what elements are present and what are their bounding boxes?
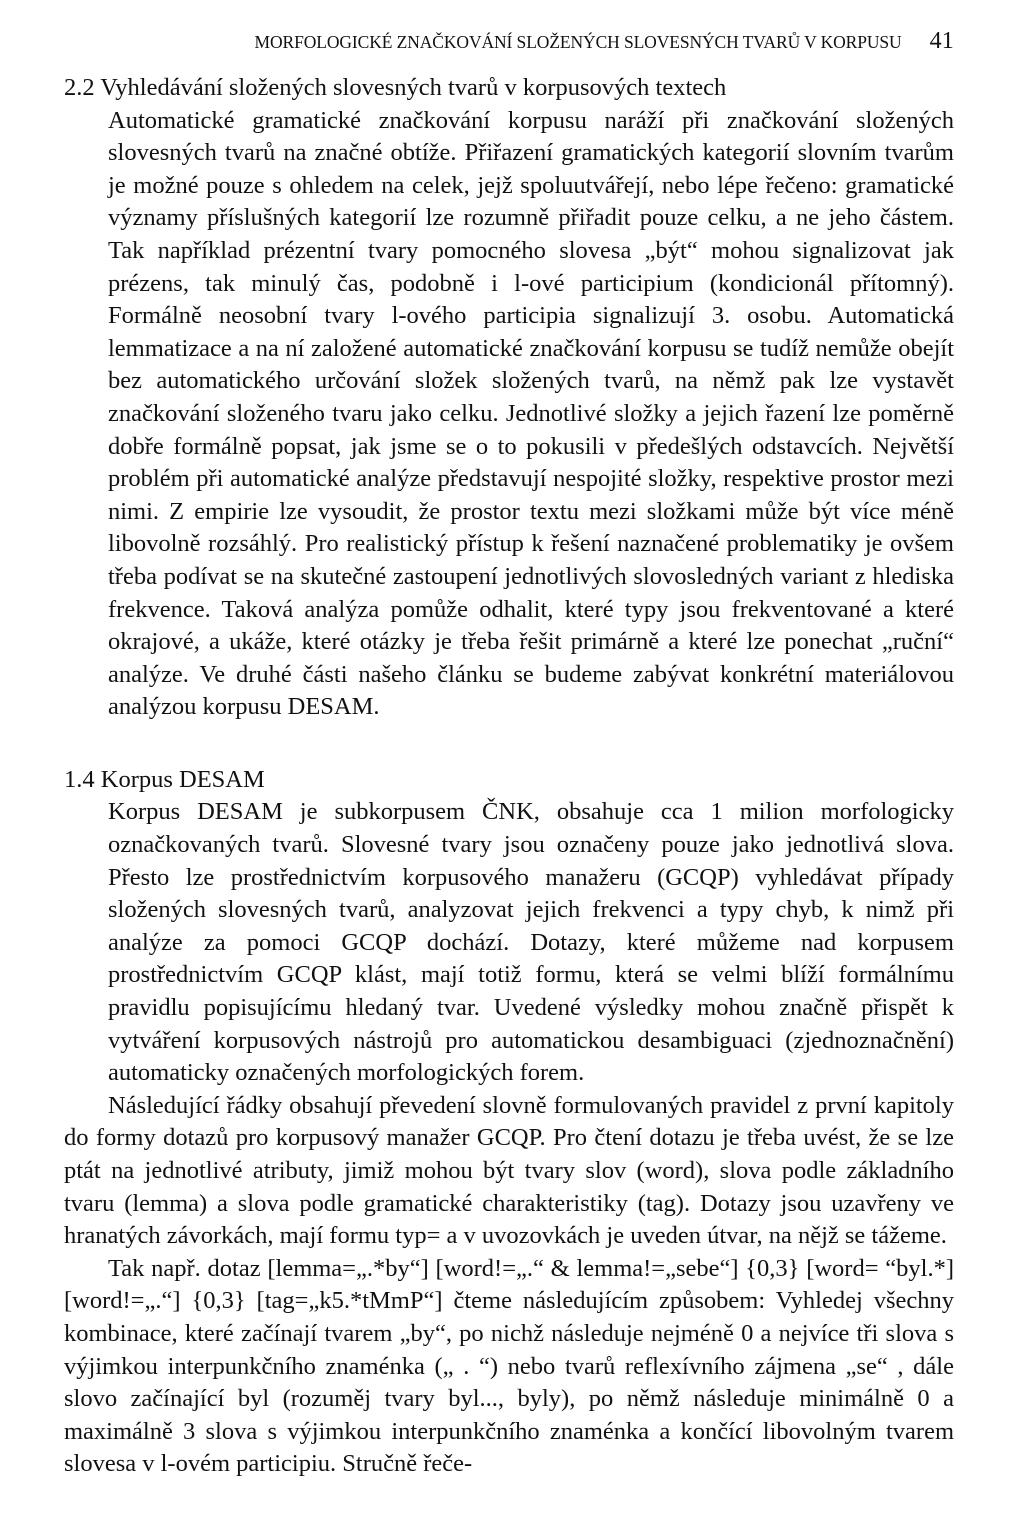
section-heading-1-4: 1.4 Korpus DESAM [64, 765, 265, 793]
section-heading-2-2: 2.2 Vyhledávání složených slovesných tvarů v korpusových textech [64, 74, 727, 101]
section-1-4-paragraph-3: Tak např. dotaz [lemma=„.*by“] [word!=„.“ & lemma!=„sebe“] {0,3} [word= “byl.*] [word!=„.“] {0,3} [tag=„k5.*tMmP“] čteme následujícím způsobem: Vyhledej všechny kombinace, které začínají tvarem „by“, po nichž následuje nejméně 0 a nejvíce tři slova s výjimkou interpunkčního znaménka („ . “) nebo tvarů reflexívního zájmena „se“ , dále slovo začínající byl (rozuměj tvary byl..., byly), po němž následuje minimálně 0 a maximálně 3 slova s výjimkou interpunkčního znaménka a končící libovolným tvarem slovesa v l-ovém participiu. Stručně řeče- [64, 1254, 954, 1478]
running-header-title: MORFOLOGICKÉ ZNAČKOVÁNÍ SLOŽENÝCH SLOVESNÝCH TVARŮ V KORPUSU [254, 32, 902, 52]
running-header [64, 28, 954, 64]
section-2-2-paragraph: Automatické gramatické značkování korpusu naráží při značkování složených slovesných tvarů na značné obtíže. Přiřazení gramatických kategorií slovním tvarům je možné pouze s ohledem na celek, jejž spoluutvářejí, nebo lépe řečeno: gramatické významy příslušných kategorií lze rozumně přiřadit pouze celku, a ne jeho částem. Tak například prézentní tvary pomocného slovesa „být“ mohou signalizovat jak prézens, tak minulý čas, podobně i l-ové participium (kondicionál přítomný). Formálně neosobní tvary l-ového participia signalizují 3. osobu. Automatická lemmatizace a na ní založené automatické značkování korpusu se tudíž nemůže obejít bez automatického určování složek složených tvarů, na němž pak lze vystavět značkování složeného tvaru jako celku. Jednotlivé složky a jejich řazení lze poměrně dobře formálně popsat, jak jsme se o to pokusili v předešlých odstavcích. Největší problém při automatické analýze představují nespojité složky, respektive prostor mezi nimi. Z empirie lze vysoudit, že prostor textu mezi složkami může být více méně libovolně rozsáhlý. Pro realistický přístup k řešení naznačené problematiky je ovšem třeba podívat se na skutečné zastoupení jednotlivých slovosledných variant z hlediska frekvence. Taková analýza pomůže odhalit, které typy jsou frekventované a které okrajové, a ukáže, které otázky je třeba řešit primárně a které lze ponechat „ruční“ analýze. Ve druhé části našeho článku se budeme zabývat konkrétní materiálovou analýzou korpusu DESAM. [108, 106, 954, 721]
section-1-4-paragraph-2: Následující řádky obsahují převedení slovně formulovaných pravidel z první kapitoly do formy dotazů pro korpusový manažer GCQP. Pro čtení dotazu je třeba uvést, že se lze ptát na jednotlivé atributy, jimiž mohou být tvary slov (word), slova podle základního tvaru (lemma) a slova podle gramatické charakteristiky (tag). Dotazy jsou uzavřeny ve hranatých závorkách, mají formu typ= a v uvozovkách je uveden útvar, na nějž se tážeme. [64, 1091, 954, 1250]
section-1-4-paragraph-1: Korpus DESAM je subkorpusem ČNK, obsahuje cca 1 milion morfologicky označkovaných tvarů. Slovesné tvary jsou označeny pouze jako jednotlivá slova. Přesto lze prostřednictvím korpusového manažeru (GCQP) vyhledávat případy složených slovesných tvarů, analyzovat jejich frekvenci a typy chyb, k nimž při analýze za pomoci GCQP dochází. Dotazy, které můžeme nad korpusem prostřednictvím GCQP klást, mají totiž formu, která se velmi blíží formálnímu pravidlu popisujícímu hledaný tvar. Uvedené výsledky mohou značně přispět k vytváření korpusových nástrojů pro automatickou desambiguaci (zjednoznačnění) automaticky označených morfologických forem. [108, 798, 954, 1087]
document-page [64, 28, 954, 1481]
page-number: 41 [929, 28, 954, 54]
section-gap [64, 724, 954, 756]
